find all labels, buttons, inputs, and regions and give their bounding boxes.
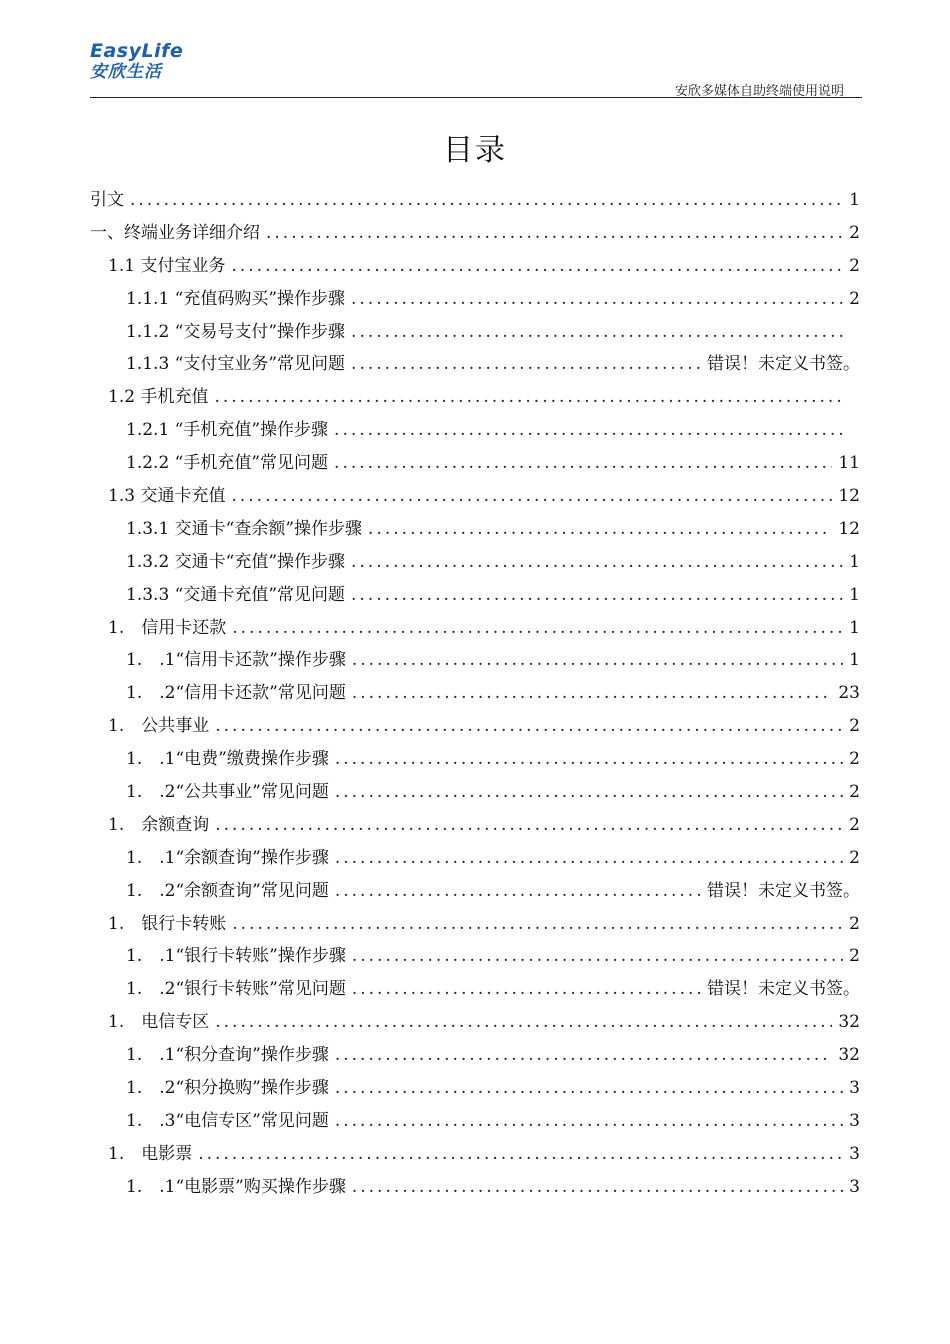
toc-entry-label: 1. .2“积分换购”操作步骤: [126, 1078, 329, 1099]
toc-dot-leader: [214, 381, 844, 414]
toc-entry[interactable]: [90, 348, 860, 381]
toc-dot-leader: [352, 973, 701, 1006]
toc-entry-label: 1. 公共事业: [108, 716, 210, 737]
toc-dot-leader: [266, 217, 843, 250]
toc-entry[interactable]: [90, 579, 860, 612]
toc-entry[interactable]: [90, 480, 860, 513]
toc-dot-leader: [351, 348, 701, 381]
toc-dot-leader: [352, 940, 843, 973]
toc-entry-label: 一、终端业务详细介绍: [90, 222, 260, 243]
toc-entry-page: 1: [849, 551, 860, 572]
toc-entry[interactable]: [90, 1105, 860, 1138]
toc-entry[interactable]: [90, 414, 860, 447]
toc-dot-leader: [335, 875, 701, 908]
toc-entry[interactable]: [90, 776, 860, 809]
toc-entry-page: 11: [838, 453, 860, 474]
toc-entry-page: 23: [838, 683, 860, 704]
toc-dot-leader: [215, 710, 843, 743]
toc-dot-leader: [215, 1006, 832, 1039]
toc-entry-label: 引文: [90, 190, 124, 210]
toc-entry-page: 3: [849, 1078, 860, 1099]
toc-entry-page: 1: [849, 190, 860, 210]
toc-entry-label: 1. .3“电信专区”常见问题: [126, 1110, 329, 1131]
toc-entry-label: 1. .1“积分查询”操作步骤: [126, 1045, 329, 1066]
toc-entry-page: 错误！未定义书签。: [707, 354, 860, 375]
toc-entry[interactable]: [90, 677, 860, 710]
toc-entry[interactable]: [90, 283, 860, 316]
toc-dot-leader: [335, 776, 843, 809]
toc-entry-page: 错误！未定义书签。: [707, 979, 860, 1000]
document-header-title: 安欣多媒体自助终端使用说明: [674, 84, 844, 99]
toc-dot-leader: [198, 1138, 843, 1171]
toc-entry[interactable]: [90, 250, 860, 283]
toc-entry[interactable]: [90, 908, 860, 941]
toc-dot-leader: [351, 546, 843, 579]
toc-entry-page: 2: [849, 782, 860, 803]
toc-entry-page: 2: [849, 716, 860, 737]
table-of-contents: [90, 184, 860, 1204]
toc-entry[interactable]: [90, 743, 860, 776]
toc-entry-label: 1.2.2 “手机充值”常见问题: [126, 453, 329, 474]
toc-entry[interactable]: [90, 710, 860, 743]
toc-entry-page: 2: [849, 222, 860, 243]
toc-entry-page: 3: [849, 1143, 860, 1164]
toc-entry-label: 1. .1“信用卡还款”操作步骤: [126, 650, 346, 671]
toc-entry-page: 1: [849, 584, 860, 605]
toc-entry-page: 32: [838, 1012, 860, 1033]
toc-entry-label: 1. 信用卡还款: [108, 617, 227, 638]
toc-entry-label: 1. .1“银行卡转账”操作步骤: [126, 946, 346, 967]
toc-entry-page: 2: [849, 749, 860, 770]
toc-dot-leader: [231, 250, 843, 283]
toc-entry-page: 32: [838, 1045, 860, 1066]
toc-entry-label: 1.1.3 “支付宝业务”常见问题: [126, 354, 346, 375]
toc-dot-leader: [335, 1105, 843, 1138]
toc-entry-label: 1.3.1 交通卡“查余额”操作步骤: [126, 518, 363, 539]
toc-entry-label: 1. 余额查询: [108, 814, 210, 835]
toc-entry-label: 1.1 支付宝业务: [108, 255, 226, 276]
toc-entry-label: 1. .2“银行卡转账”常见问题: [126, 979, 346, 1000]
toc-entry[interactable]: [90, 316, 860, 349]
toc-entry-label: 1. .2“公共事业”常见问题: [126, 782, 329, 803]
toc-entry-label: 1.3.3 “交通卡充值”常见问题: [126, 584, 346, 605]
toc-entry-label: 1. .2“余额查询”常见问题: [126, 880, 329, 901]
toc-dot-leader: [352, 644, 843, 677]
toc-dot-leader: [232, 908, 843, 941]
toc-dot-leader: [215, 809, 843, 842]
toc-dot-leader: [130, 184, 843, 217]
toc-dot-leader: [351, 283, 843, 316]
toc-entry-label: 1.2.1 “手机充值”操作步骤: [126, 420, 329, 441]
toc-dot-leader: [335, 1072, 843, 1105]
toc-entry-page: 1: [849, 650, 860, 671]
toc-dot-leader: [335, 743, 843, 776]
toc-entry[interactable]: [90, 644, 860, 677]
toc-entry[interactable]: [90, 1006, 860, 1039]
toc-entry[interactable]: [90, 809, 860, 842]
toc-entry[interactable]: [90, 513, 860, 546]
logo-english-text: EasyLife: [90, 40, 184, 62]
toc-entry-page: 2: [849, 255, 860, 276]
toc-entry-label: 1.1.2 “交易号支付”操作步骤: [126, 321, 346, 342]
toc-dot-leader: [334, 414, 844, 447]
toc-entry-label: 1. .1“电影票”购买操作步骤: [126, 1176, 346, 1197]
toc-dot-leader: [351, 316, 844, 349]
toc-entry-label: 1. 电影票: [108, 1143, 193, 1164]
toc-dot-leader: [352, 677, 833, 710]
toc-entry[interactable]: [90, 875, 860, 908]
toc-entry-page: 12: [838, 486, 860, 507]
toc-entry[interactable]: [90, 184, 860, 217]
toc-entry-page: 1: [849, 617, 860, 638]
toc-entry-label: 1. .1“余额查询”操作步骤: [126, 847, 329, 868]
toc-dot-leader: [352, 1171, 843, 1204]
toc-entry-page: 2: [849, 814, 860, 835]
toc-entry[interactable]: [90, 1138, 860, 1171]
toc-dot-leader: [334, 447, 832, 480]
toc-entry[interactable]: [90, 1072, 860, 1105]
toc-entry-page: 2: [849, 913, 860, 934]
toc-entry[interactable]: [90, 1171, 860, 1204]
brand-logo: [90, 40, 183, 82]
toc-entry-page: 2: [849, 288, 860, 309]
toc-entry-page: 12: [838, 518, 860, 539]
toc-entry[interactable]: [90, 546, 860, 579]
toc-entry-label: 1. 银行卡转账: [108, 913, 227, 934]
toc-entry-page: 2: [849, 946, 860, 967]
toc-entry[interactable]: [90, 447, 860, 480]
toc-entry-page: 3: [849, 1110, 860, 1131]
page-title: 目录: [443, 133, 507, 168]
toc-entry-page: 2: [849, 847, 860, 868]
toc-entry-page: 3: [849, 1176, 860, 1197]
toc-entry[interactable]: [90, 973, 860, 1006]
toc-entry[interactable]: [90, 1039, 860, 1072]
toc-entry-label: 1. 电信专区: [108, 1012, 210, 1033]
toc-entry-label: 1.1.1 “充值码购买”操作步骤: [126, 288, 346, 309]
toc-dot-leader: [335, 842, 843, 875]
logo-chinese-text: 安欣生活: [90, 62, 162, 82]
toc-entry-label: 1.2 手机充值: [108, 387, 209, 408]
toc-entry[interactable]: [90, 217, 860, 250]
toc-entry-page: 错误！未定义书签。: [707, 880, 860, 901]
toc-dot-leader: [335, 1039, 833, 1072]
toc-entry-label: 1. .2“信用卡还款”常见问题: [126, 683, 346, 704]
header-divider: [90, 97, 862, 98]
toc-entry[interactable]: [90, 381, 860, 414]
toc-entry-label: 1.3 交通卡充值: [108, 486, 226, 507]
toc-entry[interactable]: [90, 940, 860, 973]
toc-entry[interactable]: [90, 612, 860, 645]
toc-entry-label: 1. .1“电费”缴费操作步骤: [126, 749, 329, 770]
toc-entry-label: 1.3.2 交通卡“充值”操作步骤: [126, 551, 346, 572]
toc-dot-leader: [232, 612, 843, 645]
toc-entry[interactable]: [90, 842, 860, 875]
toc-dot-leader: [351, 579, 843, 612]
toc-dot-leader: [368, 513, 832, 546]
toc-dot-leader: [231, 480, 832, 513]
